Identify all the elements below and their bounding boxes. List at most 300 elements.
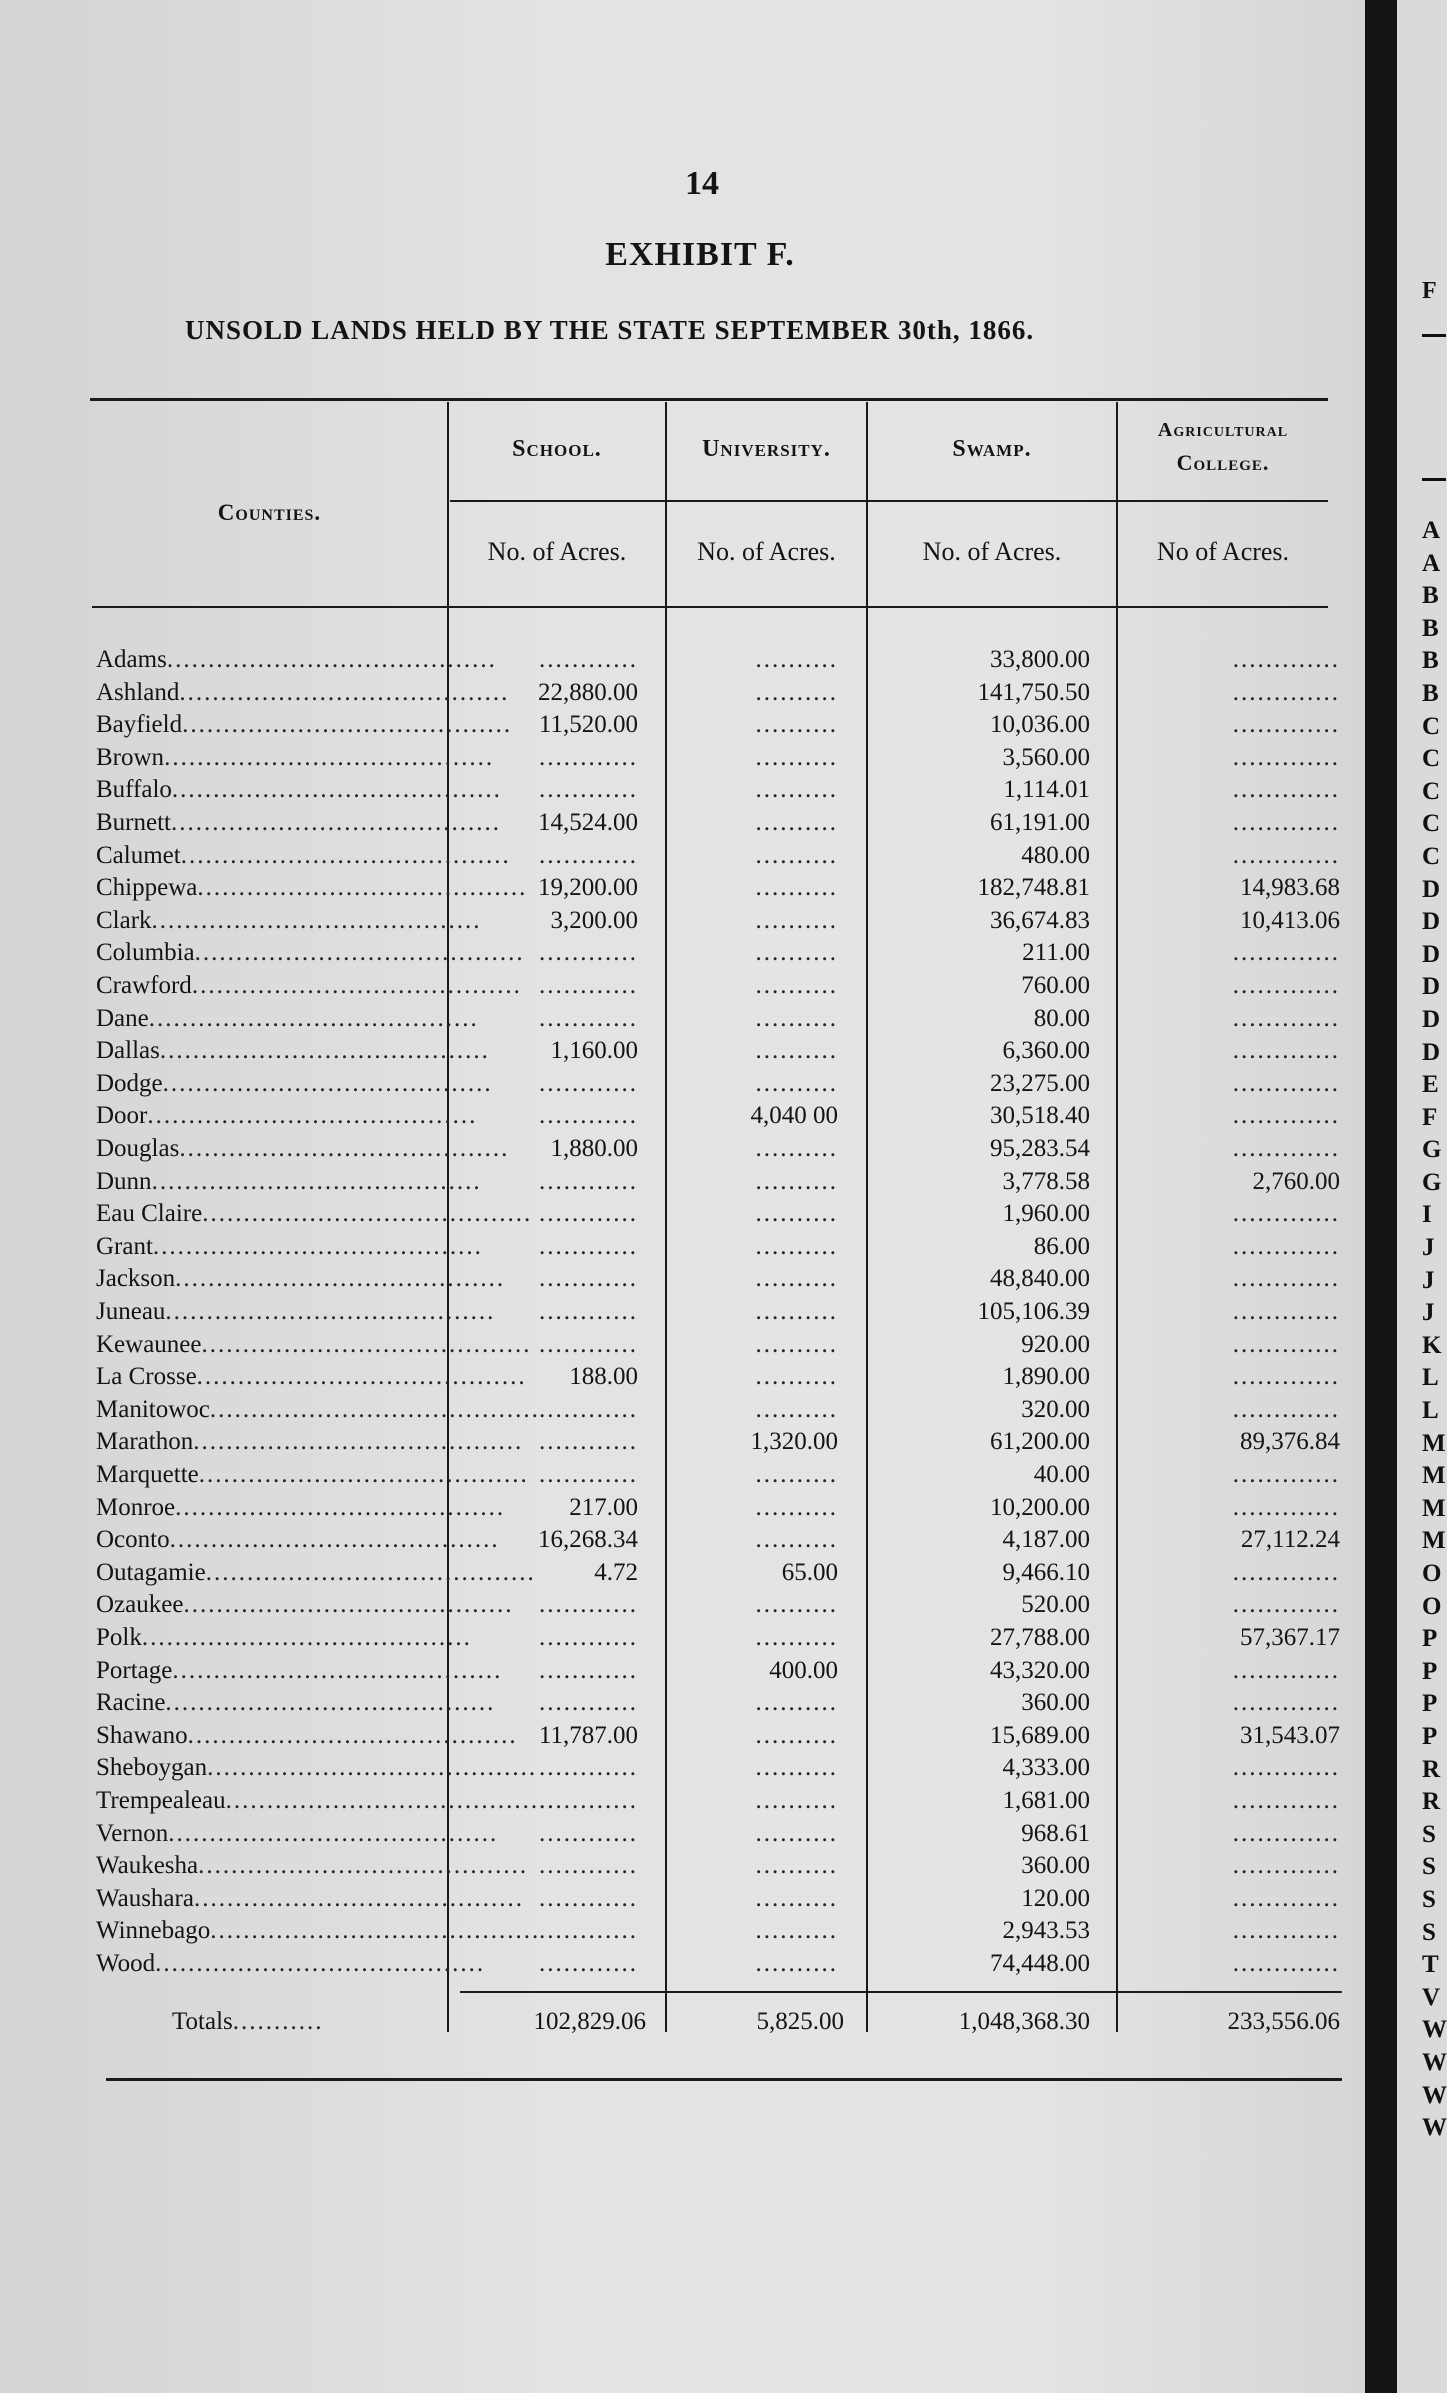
county-name: Jackson........................................	[96, 1265, 506, 1293]
swamp-acres: 1,681.00	[1002, 1787, 1090, 1814]
swamp-acres: 1,114.01	[1003, 776, 1090, 804]
county-name: Columbia........................................	[96, 939, 525, 967]
swamp-acres: 9,466.10	[1002, 1558, 1090, 1586]
table-row	[0, 937, 1365, 969]
agricultural-acres: 57,367.17	[1240, 1624, 1340, 1651]
adjacent-page-letters	[1422, 515, 1446, 2145]
school-acres: 217.00	[569, 1493, 638, 1521]
table-row	[0, 1035, 1365, 1067]
table-row	[0, 1003, 1365, 1035]
table-row	[0, 1687, 1365, 1719]
table-row	[0, 644, 1365, 676]
school-acres: 11,787.00	[538, 1721, 638, 1749]
book-gutter	[1365, 0, 1397, 2393]
swamp-acres: 33,800.00	[990, 646, 1090, 673]
university-acres: ..........	[755, 1721, 838, 1749]
table-bottom-rule	[106, 2078, 1342, 2081]
agricultural-acres: .............	[1232, 1461, 1340, 1488]
school-acres: ............	[539, 1102, 638, 1130]
adjacent-page-letter: A	[1422, 517, 1441, 544]
table-row	[0, 1263, 1365, 1295]
adjacent-page-heading: F	[1422, 278, 1437, 304]
adjacent-page-letter: L	[1422, 1364, 1439, 1392]
table-row	[0, 1883, 1365, 1915]
university-acres: ..........	[755, 1754, 838, 1782]
swamp-acres: 43,320.00	[990, 1656, 1090, 1684]
county-name: Oconto........................................	[96, 1526, 500, 1554]
table-row	[0, 840, 1365, 872]
adjacent-page-letter: W	[1422, 2114, 1447, 2142]
school-acres: 4.72	[594, 1558, 638, 1586]
county-name: Portage........................................	[96, 1656, 503, 1684]
adjacent-page-letter: C	[1422, 745, 1441, 773]
school-acres: ............	[539, 1232, 638, 1260]
swamp-acres: 520.00	[1021, 1591, 1090, 1619]
school-acres: 3,200.00	[550, 906, 638, 934]
county-name: Manitowoc........................................	[96, 1395, 540, 1423]
table-row	[0, 1785, 1365, 1817]
table-row	[0, 1296, 1365, 1328]
adjacent-page-letter: A	[1422, 549, 1441, 577]
school-acres: 188.00	[569, 1363, 638, 1391]
county-name: Outagamie........................................	[96, 1558, 536, 1586]
university-acres: ..........	[755, 841, 838, 869]
swamp-acres: 968.61	[1021, 1819, 1090, 1847]
swamp-acres: 40.00	[1033, 1461, 1090, 1488]
university-acres: ..........	[755, 1232, 838, 1260]
swamp-acres: 48,840.00	[990, 1265, 1090, 1293]
table-row	[0, 1589, 1365, 1621]
county-name: Polk........................................	[96, 1624, 472, 1651]
adjacent-page-letter: C	[1422, 712, 1441, 740]
adjacent-page-letter: J	[1422, 1234, 1435, 1262]
university-acres: ..........	[755, 646, 838, 673]
agricultural-acres: .............	[1232, 1689, 1340, 1717]
agricultural-acres: .............	[1232, 1917, 1340, 1945]
swamp-acres: 15,689.00	[990, 1721, 1090, 1749]
swamp-acres: 86.00	[1033, 1232, 1090, 1260]
school-acres: ............	[539, 1298, 638, 1325]
table-row	[0, 1133, 1365, 1165]
swamp-acres: 95,283.54	[990, 1135, 1090, 1162]
adjacent-page-letter: D	[1422, 908, 1441, 936]
table-title: UNSOLD LANDS HELD BY THE STATE SEPTEMBER 30th, 1866.	[185, 315, 1035, 345]
agricultural-acres: .............	[1232, 972, 1340, 999]
school-acres: ............	[539, 1884, 638, 1912]
university-acres: ..........	[755, 743, 838, 771]
adjacent-page-letter: D	[1422, 1005, 1441, 1033]
adjacent-page-letter: M	[1422, 1527, 1446, 1555]
table-row	[0, 1426, 1365, 1458]
adjacent-page-letter: W	[1422, 2016, 1447, 2044]
adjacent-page-letter: W	[1422, 2048, 1447, 2076]
university-acres: ..........	[755, 939, 838, 967]
university-acres: ..........	[755, 776, 838, 804]
school-acres: ............	[539, 1689, 638, 1717]
agricultural-acres: .............	[1232, 1754, 1340, 1782]
school-acres: ............	[539, 1461, 638, 1488]
adjacent-page-letter: J	[1422, 1266, 1435, 1294]
university-acres: ..........	[755, 1395, 838, 1423]
adjacent-page-letter: E	[1422, 1071, 1439, 1099]
county-name: Trempealeau........................................	[96, 1787, 556, 1814]
agricultural-acres: .............	[1232, 841, 1340, 869]
university-acres: ..........	[755, 1167, 838, 1195]
table-row	[0, 1557, 1365, 1589]
agricultural-acres: .............	[1232, 1787, 1340, 1814]
swamp-acres: 27,788.00	[990, 1624, 1090, 1651]
adjacent-page-letter: L	[1422, 1397, 1439, 1425]
agricultural-acres: .............	[1232, 1330, 1340, 1358]
totals-agricultural: 233,556.06	[1227, 2008, 1340, 2035]
county-name: Sheboygan........................................	[96, 1754, 538, 1782]
table-row	[0, 1622, 1365, 1654]
agricultural-acres: .............	[1232, 1591, 1340, 1619]
agricultural-acres: .............	[1232, 678, 1340, 706]
table-row	[0, 677, 1365, 709]
university-acres: ..........	[755, 874, 838, 902]
adjacent-page-letter: F	[1422, 1103, 1438, 1131]
adjacent-page-letter: B	[1422, 679, 1439, 707]
school-acres: ............	[539, 1428, 638, 1456]
swamp-acres: 36,674.83	[990, 906, 1090, 934]
university-acres: ..........	[755, 1135, 838, 1162]
agricultural-acres: .............	[1232, 711, 1340, 739]
university-acres: 65.00	[781, 1558, 838, 1586]
agricultural-acres: 31,543.07	[1240, 1721, 1340, 1749]
adjacent-page-letter: D	[1422, 973, 1441, 1001]
agricultural-acres: .............	[1232, 1558, 1340, 1586]
table-row	[0, 807, 1365, 839]
swamp-acres: 182,748.81	[977, 874, 1090, 902]
county-name: Crawford........................................	[96, 972, 522, 999]
university-acres: ..........	[755, 1493, 838, 1521]
table-row	[0, 1166, 1365, 1198]
adjacent-page-letter: G	[1422, 1168, 1442, 1196]
county-name: Racine........................................	[96, 1689, 496, 1717]
swamp-acres: 74,448.00	[990, 1950, 1090, 1977]
swamp-acres: 360.00	[1021, 1852, 1090, 1880]
university-acres: ..........	[755, 1624, 838, 1651]
adjacent-page-letter: J	[1422, 1299, 1435, 1327]
county-name: Marquette........................................	[96, 1461, 529, 1488]
county-name: Marathon........................................	[96, 1428, 524, 1456]
table-row	[0, 1100, 1365, 1132]
agricultural-acres: .............	[1232, 1363, 1340, 1391]
adjacent-page-rule-2	[1422, 478, 1446, 481]
adjacent-page-letter: P	[1422, 1722, 1438, 1750]
adjacent-page-letter: D	[1422, 1038, 1441, 1066]
agricultural-acres: .............	[1232, 1037, 1340, 1065]
swamp-acres: 10,036.00	[990, 711, 1090, 739]
totals-university: 5,825.00	[756, 2008, 844, 2035]
school-acres: ............	[539, 743, 638, 771]
adjacent-page-letter: S	[1422, 1853, 1436, 1881]
school-acres: ............	[539, 1950, 638, 1977]
school-acres: ............	[539, 1069, 638, 1097]
table-row	[0, 970, 1365, 1002]
table-row	[0, 709, 1365, 741]
school-acres: ............	[539, 1656, 638, 1684]
table-row	[0, 1818, 1365, 1850]
table-row	[0, 1524, 1365, 1556]
agricultural-acres: .............	[1232, 776, 1340, 804]
university-acres: ..........	[755, 1819, 838, 1847]
swamp-acres: 3,560.00	[1002, 743, 1090, 771]
county-name: Door........................................	[96, 1102, 478, 1130]
county-name: Chippewa........................................	[96, 874, 528, 902]
table-row	[0, 1068, 1365, 1100]
university-acres: ..........	[755, 809, 838, 836]
agricultural-acres: .............	[1232, 1102, 1340, 1130]
table-row	[0, 1361, 1365, 1393]
county-name: Brown........................................	[96, 743, 495, 771]
school-acres: ............	[539, 939, 638, 967]
header-school: School.	[512, 436, 602, 462]
school-acres: ............	[539, 1787, 638, 1814]
school-acres: 16,268.34	[538, 1526, 638, 1554]
county-name: La Crosse........................................	[96, 1363, 527, 1391]
county-name: Dunn........................................	[96, 1167, 482, 1195]
adjacent-page-letter: O	[1422, 1592, 1442, 1620]
swamp-acres: 211.00	[1022, 939, 1090, 967]
county-name: Buffalo........................................	[96, 776, 502, 804]
agricultural-acres: .............	[1232, 1884, 1340, 1912]
table-row	[0, 1492, 1365, 1524]
school-acres: ............	[539, 1624, 638, 1651]
table-row	[0, 1915, 1365, 1947]
page-number: 14	[685, 165, 719, 202]
adjacent-page-letter: S	[1422, 1820, 1436, 1848]
county-name: Douglas........................................	[96, 1135, 510, 1162]
adjacent-page-letter: S	[1422, 1918, 1436, 1946]
school-acres: ............	[539, 646, 638, 673]
county-name: Ashland........................................	[96, 678, 510, 706]
adjacent-page-letter: B	[1422, 647, 1439, 675]
adjacent-page-letter: S	[1422, 1885, 1436, 1913]
county-name: Bayfield........................................	[96, 711, 513, 739]
county-name: Shawano........................................	[96, 1721, 518, 1749]
swamp-acres: 360.00	[1021, 1689, 1090, 1717]
header-divider-rule	[450, 500, 1328, 502]
county-name: Vernon........................................	[96, 1819, 499, 1847]
subheader-university: No. of Acres.	[697, 537, 836, 566]
adjacent-page-letter: R	[1422, 1788, 1441, 1816]
university-acres: ..........	[755, 1950, 838, 1977]
school-acres: ............	[539, 1819, 638, 1847]
table-row	[0, 774, 1365, 806]
swamp-acres: 1,890.00	[1002, 1363, 1090, 1391]
adjacent-page-letter: C	[1422, 777, 1441, 805]
adjacent-page-letter: B	[1422, 582, 1439, 610]
header-agricultural-line1: Agricultural	[1157, 419, 1289, 441]
adjacent-page-letter: B	[1422, 614, 1439, 642]
table-row	[0, 1752, 1365, 1784]
adjacent-page-letter: M	[1422, 1429, 1446, 1457]
county-name: Waushara........................................	[96, 1884, 524, 1912]
exhibit-title: EXHIBIT F.	[605, 236, 795, 273]
adjacent-page-letter: K	[1422, 1331, 1442, 1359]
adjacent-page-letter: D	[1422, 875, 1441, 903]
university-acres: ..........	[755, 1917, 838, 1945]
county-name: Adams........................................	[96, 646, 497, 673]
adjacent-page-letter: C	[1422, 810, 1441, 838]
agricultural-acres: 27,112.24	[1240, 1526, 1340, 1554]
adjacent-page-letter: R	[1422, 1755, 1441, 1783]
university-acres: ..........	[755, 1037, 838, 1065]
agricultural-acres: .............	[1232, 1069, 1340, 1097]
agricultural-acres: .............	[1232, 1232, 1340, 1260]
table-row	[0, 905, 1365, 937]
header-bottom-rule	[92, 606, 1328, 608]
adjacent-page-letter: T	[1422, 1951, 1439, 1979]
swamp-acres: 920.00	[1021, 1330, 1090, 1358]
school-acres: 19,200.00	[538, 874, 638, 902]
university-acres: ..........	[755, 1852, 838, 1880]
university-acres: ..........	[755, 1461, 838, 1488]
agricultural-acres: .............	[1232, 1135, 1340, 1162]
adjacent-page-rule	[1422, 334, 1446, 337]
swamp-acres: 4,187.00	[1002, 1526, 1090, 1554]
school-acres: ............	[539, 776, 638, 804]
agricultural-acres: .............	[1232, 1852, 1340, 1880]
swamp-acres: 2,943.53	[1002, 1917, 1090, 1945]
agricultural-acres: .............	[1232, 1656, 1340, 1684]
county-name: Clark........................................	[96, 906, 482, 934]
university-acres: 400.00	[769, 1656, 838, 1684]
agricultural-acres: 89,376.84	[1240, 1428, 1340, 1456]
totals-top-rule	[460, 1991, 1342, 1993]
adjacent-page-letter: D	[1422, 940, 1441, 968]
table-row	[0, 1198, 1365, 1230]
adjacent-page-letter: M	[1422, 1494, 1446, 1522]
university-acres: ..........	[755, 678, 838, 706]
adjacent-page-letter: C	[1422, 842, 1441, 870]
adjacent-page-letter: P	[1422, 1625, 1438, 1653]
county-name: Grant........................................	[96, 1232, 483, 1260]
adjacent-page-letter: M	[1422, 1462, 1446, 1490]
university-acres: ..........	[755, 1200, 838, 1228]
subheader-agricultural: No of Acres.	[1156, 537, 1290, 566]
county-name: Waukesha........................................	[96, 1852, 529, 1880]
county-name: Eau Claire........................................	[96, 1200, 533, 1228]
table-row	[0, 1394, 1365, 1426]
school-acres: 1,880.00	[550, 1135, 638, 1162]
swamp-acres: 61,191.00	[990, 809, 1090, 836]
county-name: Winnebago........................................	[96, 1917, 541, 1945]
school-acres: 22,880.00	[538, 678, 638, 706]
county-name: Burnett........................................	[96, 809, 501, 836]
school-acres: ............	[539, 1754, 638, 1782]
swamp-acres: 30,518.40	[990, 1102, 1090, 1130]
agricultural-acres: .............	[1232, 646, 1340, 673]
swamp-acres: 120.00	[1021, 1884, 1090, 1912]
totals-school: 102,829.06	[533, 2008, 646, 2035]
subheader-school: No. of Acres.	[487, 537, 627, 566]
university-acres: ..........	[755, 1363, 838, 1391]
swamp-acres: 80.00	[1033, 1004, 1090, 1032]
school-acres: ............	[539, 1591, 638, 1619]
swamp-acres: 480.00	[1021, 841, 1090, 869]
school-acres: ............	[539, 1265, 638, 1293]
university-acres: ..........	[755, 1069, 838, 1097]
county-name: Dane........................................	[96, 1004, 479, 1032]
agricultural-acres: .............	[1232, 1950, 1340, 1977]
agricultural-acres: .............	[1232, 939, 1340, 967]
university-acres: ..........	[755, 1591, 838, 1619]
university-acres: ..........	[755, 972, 838, 999]
school-acres: ............	[539, 1200, 638, 1228]
agricultural-acres: .............	[1232, 1493, 1340, 1521]
agricultural-acres: .............	[1232, 1004, 1340, 1032]
school-acres: 1,160.00	[550, 1037, 638, 1065]
county-name: Kewaunee........................................	[96, 1330, 532, 1358]
table-row	[0, 872, 1365, 904]
table-row	[0, 1850, 1365, 1882]
swamp-acres: 4,333.00	[1002, 1754, 1090, 1782]
totals-label: Totals...........	[172, 2008, 324, 2035]
swamp-acres: 3,778.58	[1002, 1167, 1090, 1195]
university-acres: ..........	[755, 1265, 838, 1293]
table-row	[0, 1655, 1365, 1687]
university-acres: ..........	[755, 1787, 838, 1814]
university-acres: ..........	[755, 1330, 838, 1358]
school-acres: ............	[539, 1852, 638, 1880]
table-row	[0, 1459, 1365, 1491]
agricultural-acres: .............	[1232, 1200, 1340, 1228]
adjacent-page-letter: V	[1422, 1983, 1441, 2011]
agricultural-acres: .............	[1232, 809, 1340, 836]
school-acres: ............	[539, 1004, 638, 1032]
school-acres: 14,524.00	[538, 809, 638, 836]
agricultural-acres: 14,983.68	[1240, 874, 1340, 902]
table-row	[0, 742, 1365, 774]
school-acres: ............	[539, 1917, 638, 1945]
agricultural-acres: .............	[1232, 1395, 1340, 1423]
school-acres: ............	[539, 1167, 638, 1195]
county-name: Wood........................................	[96, 1950, 486, 1977]
county-name: Calumet........................................	[96, 841, 511, 869]
swamp-acres: 23,275.00	[990, 1069, 1090, 1097]
subheader-swamp: No. of Acres.	[922, 537, 1062, 566]
county-name: Dodge........................................	[96, 1069, 493, 1097]
county-name: Ozaukee........................................	[96, 1591, 514, 1619]
swamp-acres: 61,200.00	[990, 1428, 1090, 1456]
swamp-acres: 10,200.00	[990, 1493, 1090, 1521]
university-acres: ..........	[755, 1884, 838, 1912]
header-counties: Counties.	[217, 500, 322, 525]
adjacent-page-letter: I	[1422, 1201, 1432, 1229]
swamp-acres: 6,360.00	[1002, 1037, 1090, 1065]
school-acres: ............	[539, 1330, 638, 1358]
swamp-acres: 760.00	[1021, 972, 1090, 999]
header-agricultural-line2: College.	[1176, 450, 1270, 475]
university-acres: 1,320.00	[750, 1428, 838, 1456]
county-name: Dallas........................................	[96, 1037, 490, 1065]
university-acres: ..........	[755, 906, 838, 934]
agricultural-acres: .............	[1232, 743, 1340, 771]
totals-swamp: 1,048,368.30	[958, 2008, 1090, 2035]
school-acres: ............	[539, 841, 638, 869]
school-acres: ............	[539, 1395, 638, 1423]
adjacent-page-letter: O	[1422, 1560, 1442, 1587]
swamp-acres: 141,750.50	[977, 678, 1090, 706]
table-row	[0, 1329, 1365, 1361]
school-acres: 11,520.00	[538, 711, 638, 739]
university-acres: ..........	[755, 1689, 838, 1717]
adjacent-page-letter: P	[1422, 1690, 1438, 1718]
university-acres: ..........	[755, 1526, 838, 1554]
